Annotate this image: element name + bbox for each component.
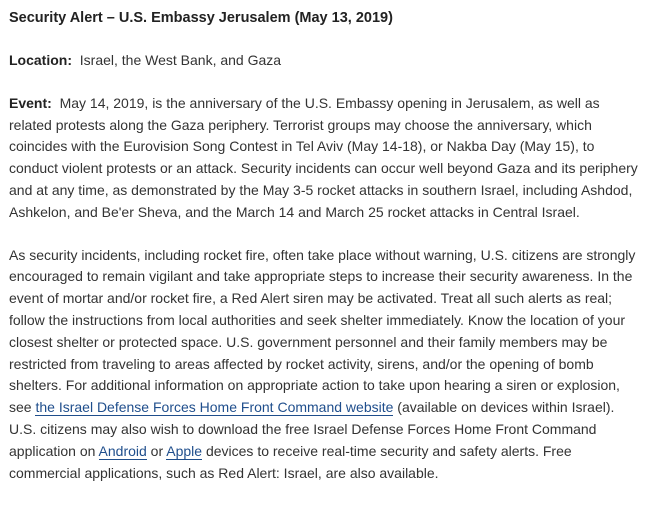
- advice-text-3: or: [146, 442, 167, 459]
- advice-text-2: (available on devices within Israel). U.S. citizens may also wish to download the free Israel Defense Forces Home Front Command application on: [9, 399, 615, 459]
- event-text: May 14, 2019, is the anniversary of the U.S. Embassy opening in Jerusalem, as well as related protests along the Gaza periphery. Terrorist groups may choose the anniversary, which coincides with the Eurovision Song Contest in Tel Aviv (May 14-18), or Nakba Day (May 15), to conduct violent protests or an attack. Security incidents can occur well beyond Gaza and its periphery and at any time, as demonstrated by the May 3-5 rocket attacks in southern Israel, including Ashdod, Ashkelon, and Be'er Sheva, and the March 14 and March 25 rocket attacks in Central Israel.: [9, 94, 638, 220]
- location-paragraph: [9, 50, 641, 72]
- advice-text-1: As security incidents, including rocket fire, often take place without warning, U.S. citizens are strongly encouraged to remain vigilant and take appropriate steps to increase their security awareness. In the event of mortar and/or rocket fire, a Red Alert siren may be activated. Treat all such alerts as real; follow the instructions from local authorities and seek shelter immediately. Know the location of your closest shelter or protected space. U.S. government personnel and their family members may be restricted from traveling to areas affected by rocket activity, sirens, and/or the opening of bomb shelters. For additional information on appropriate action to take upon hearing a siren or explosion, see: [9, 246, 636, 416]
- apple-link[interactable]: Apple: [166, 442, 203, 459]
- event-paragraph: [9, 93, 641, 224]
- advice-paragraph: [9, 245, 641, 485]
- location-label: Location:: [9, 52, 72, 68]
- advice-text-4: devices to receive real-time security and safety alerts. Free commercial applications, such as Red Alert: Israel, are also available.: [9, 442, 572, 481]
- event-label: Event:: [9, 94, 52, 111]
- home-front-command-link[interactable]: the Israel Defense Forces Home Front Command website: [35, 399, 394, 416]
- alert-title: Security Alert – U.S. Embassy Jerusalem (May 13, 2019): [9, 10, 393, 26]
- android-link[interactable]: Android: [98, 442, 147, 459]
- location-text: Israel, the West Bank, and Gaza: [79, 52, 282, 68]
